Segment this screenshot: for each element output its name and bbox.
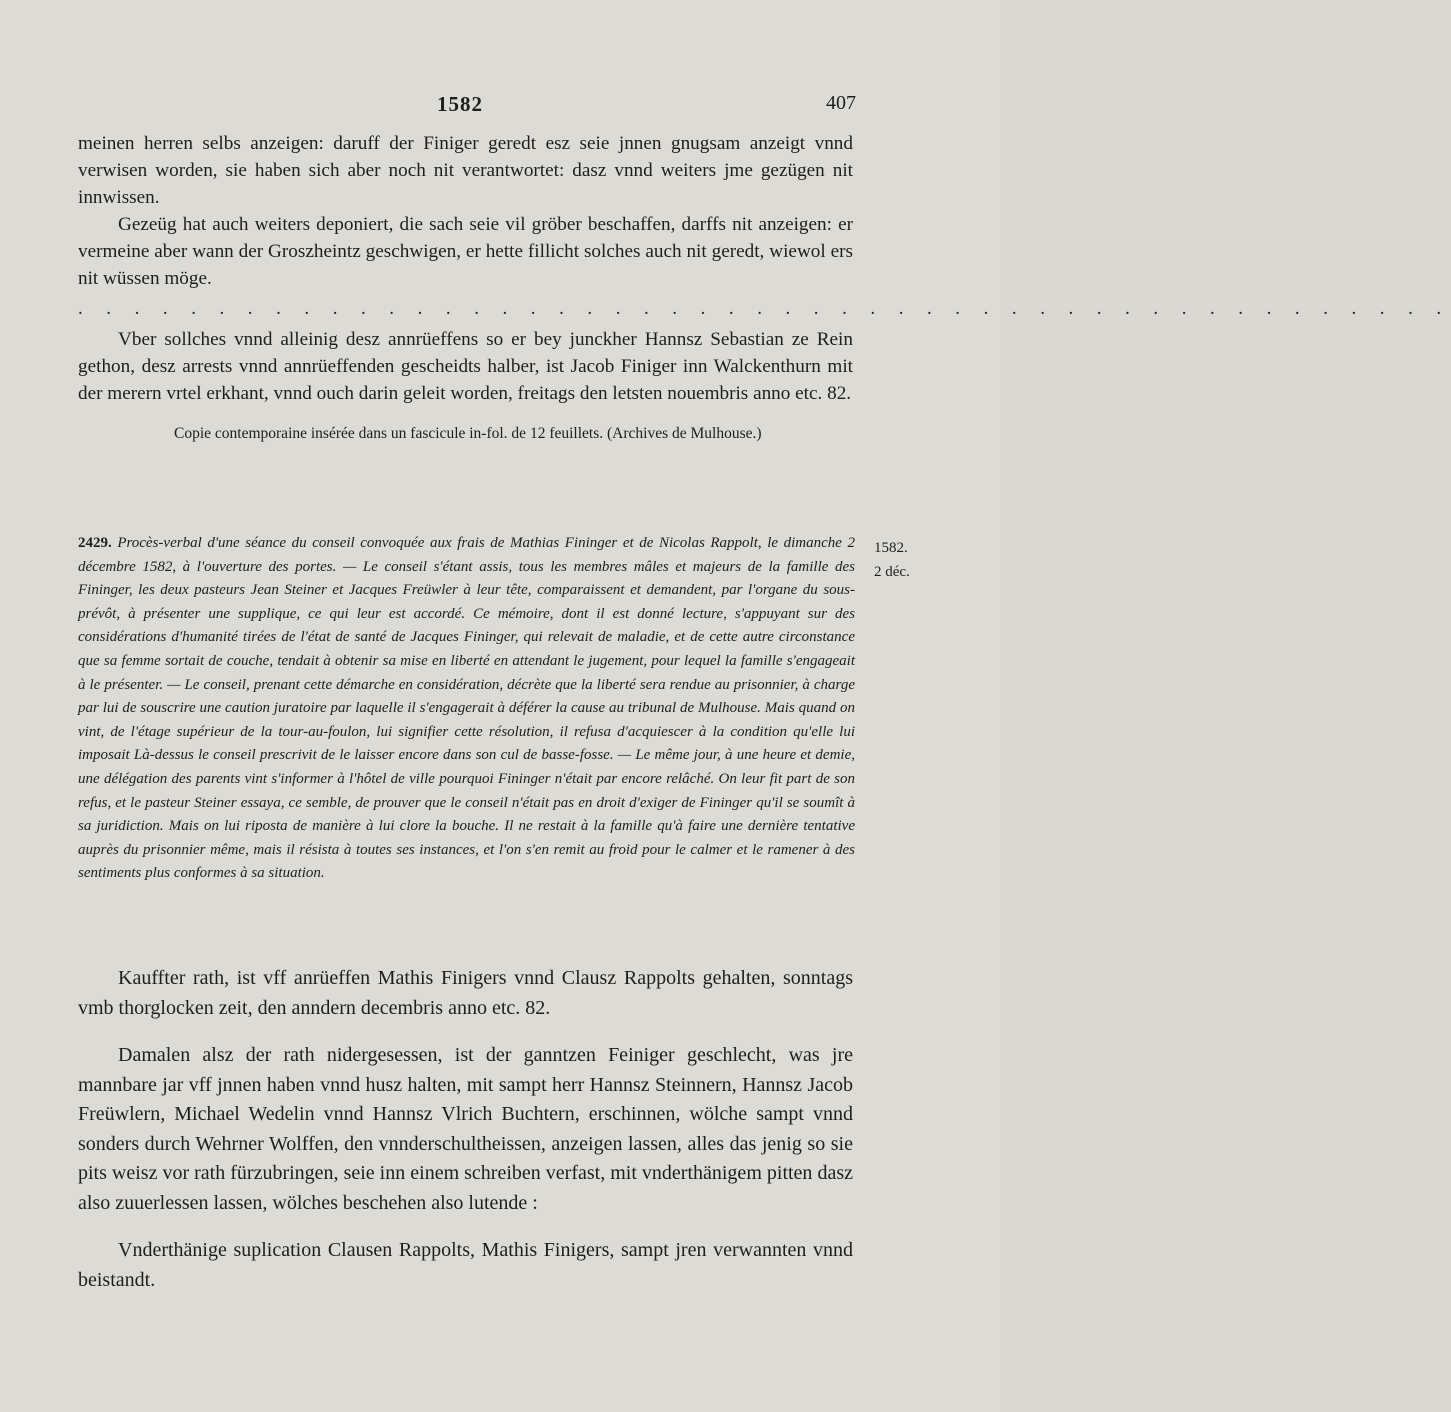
paragraph-council-session: Kauffter rath, ist vff anrüeffen Mathis Finigers vnnd Clausz Rappolts gehalten, sonntags vmb thorglocken zeit, den anndern decembris anno etc. 82. (78, 967, 853, 1019)
entry-2429 (78, 532, 855, 886)
running-head-year: 1582 (437, 92, 483, 116)
paragraph-arrest: Vber sollches vnnd alleinig desz annrüeffens so er bey junckher Hannsz Sebastian ze Rein gethon, desz arrests vnnd annrüeffenden gescheidts halber, ist Jacob Finiger inn Walckenthurn mit der merern vrtel erkhant, vnnd ouch darin geleit worden, freitags den letsten nouembris anno etc. 82. (78, 329, 853, 404)
entry-number: 2429. (78, 535, 112, 551)
margin-date: 2 déc. (874, 564, 910, 580)
paragraph-assembly: Damalen alsz der rath nidergesessen, ist der ganntzen Feiniger geschlecht, was jre mannbare jar vff jnnen haben vnnd husz halten, mit sampt herr Hannsz Steinnern, Hannsz Jacob Freüwlern, Michael Wedelin vnnd Hannsz Vlrich Buchtern, erschinnen, wölche sampt vnnd sonders durch Wehrner Wolffen, den vnnderschultheissen, anzeigen lassen, alles das jenig so sie pits weisz vor rath fürzubringen, seie inn einem schreiben verfast, mit vnderthänigem pitten dasz also zuuerlessen lassen, wölches beschehen also lutende : (78, 1044, 853, 1214)
entry-summary-text: Procès-verbal d'une séance du conseil convoquée aux frais de Mathias Fininger et de Nicolas Rappolt, le dimanche 2 décembre 1582, à l'ouverture des portes. — Le conseil s'étant assis, tous les membres mâles et majeurs de la famille des Fininger, les deux pasteurs Jean Steiner et Jacques Freüwler à leur tête, comparaissent et demandent, par l'organe du sous-prévôt, à présenter une supplique, ce qui leur est accordé. Ce mémoire, dont il est donné lecture, s'appuyant sur des considérations d'humanité tirées de l'état de santé de Jacques Fininger, qui relevait de maladie, et de cette autre circonstance que sa femme sortait de couche, tendait à obtenir sa mise en liberté en attendant le jugement, pour lequel la famille s'engageait à le présenter. — Le conseil, prenant cette démarche en considération, décrète que la liberté sera rendue au prisonnier, à charge par lui de souscrire une caution juratoire par laquelle il s'engagerait à déférer la cause au tribunal de Mulhouse. Mais quand on vint, de l'étage supérieur de la tour-au-foulon, lui signifier cette résolution, il refusa d'acquiescer à la condition qu'elle lui imposait Là-dessus le conseil prescrivit de le laisser encore dans son cul de basse-fosse. — Le même jour, à une heure et demie, une délégation des parents vint s'informer à l'hôtel de ville pourquoi Fininger n'était par encore relâché. On leur fit part de son refus, et le pasteur Steiner essaya, ce semble, de prouver que le conseil n'était pas en droit d'exiger de Fininger qu'il se soumît à sa juridiction. Mais on lui riposta de manière à lui clore la bouche. Il ne restait à la famille qu'à faire une dernière tentative auprès du prisonnier même, mais il résista à toutes ses instances, et l'on s'en remit au froid pour le calmer et le ramener à des sentiments plus conformes à sa situation. (78, 535, 855, 882)
page-header (0, 92, 1000, 120)
entry-summary (78, 532, 855, 886)
paragraph-continued: meinen herren selbs anzeigen: daruff der Finiger geredt esz seie jnnen gnugsam anzeigt vnnd verwisen worden, sie haben sich aber noch nit verantwortet: dasz vnnd weiters jme gezügen nit innwissen. (78, 133, 853, 208)
paragraph-supplication-title: Vnderthänige suplication Clausen Rappolts, Mathis Finigers, sampt jren verwannten vnnd beistandt. (78, 1239, 853, 1291)
margin-year: 1582. (874, 540, 908, 556)
lower-text-block (78, 964, 853, 1295)
source-note: Copie contemporaine insérée dans un fascicule in-fol. de 12 feuillets. (Archives de Mulhouse.) (174, 425, 762, 442)
ellipsis-line: . . . . . . . . . . . . . . . . . . . . . . . . . . . . . . . . . . . . . . . . . . . . . . . . . (78, 298, 1451, 319)
page-number: 407 (826, 92, 856, 114)
paragraph-witness: Gezeüg hat auch weiters deponiert, die sach seie vil gröber beschaffen, darffs nit anzeigen: er vermeine aber wann der Groszheintz geschwigen, er hette fillicht solches auch nit geredt, wiewol ers nit wüssen möge. (78, 214, 853, 289)
upper-text-block (78, 130, 1451, 445)
